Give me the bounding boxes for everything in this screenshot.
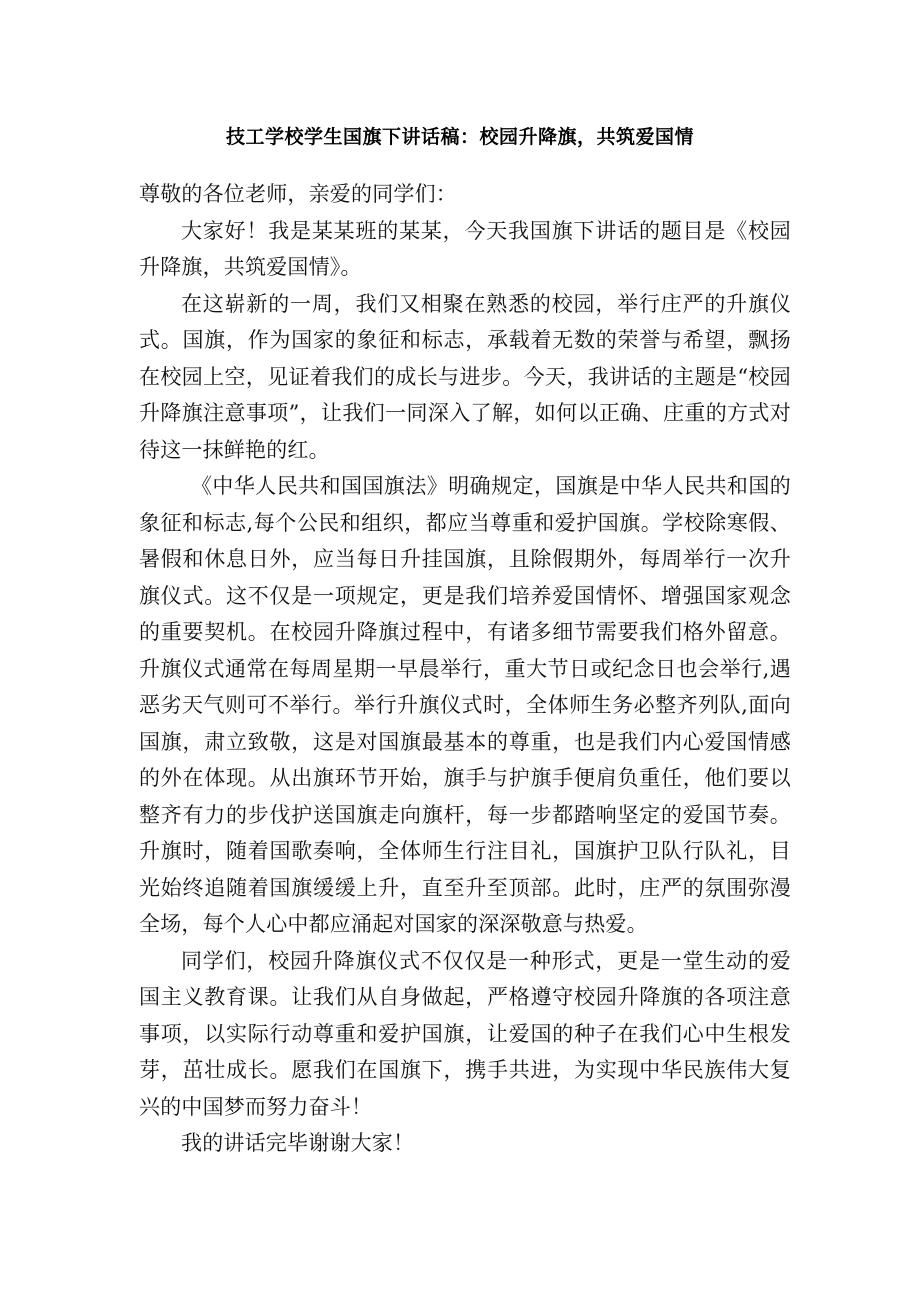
document-title: 技工学校学生国旗下讲话稿：校园升降旗，共筑爱国情 <box>225 126 694 148</box>
paragraph-conclusion: 同学们，校园升降旗仪式不仅仅是一种形式，更是一堂生动的爱国主义教育课。让我们从自身做起，严格遵守校园升降旗的各项注意事项，以实际行动尊重和爱护国旗，让爱国的种子在我们心中生根发芽，茁壮成长。愿我们在国旗下，携手共进，为实现中华民族伟大复兴的中国梦而努力奋斗！ <box>139 948 791 1119</box>
paragraph-closing: 我的讲话完毕谢谢大家！ <box>181 1131 415 1155</box>
paragraph-greeting: 大家好！我是某某班的某某，今天我国旗下讲话的题目是《校园升降旗，共筑爱国情》。 <box>139 218 791 279</box>
document-body <box>139 176 791 1162</box>
paragraph-flag-law: 《中华人民共和国国旗法》明确规定，国旗是中华人民共和国的象征和标志,每个公民和组织，都应当尊重和爱护国旗。学校除寒假、暑假和休息日外，应当每日升挂国旗，且除假期外，每周举行一次升旗仪式。这不仅是一项规定，更是我们培养爱国情怀、增强国家观念的重要契机。在校园升降旗过程中，有诸多细节需要我们格外留意。升旗仪式通常在每周星期一早晨举行，重大节日或纪念日也会举行,遇恶劣天气则可不举行。举行升旗仪式时，全体师生务必整齐列队,面向国旗，肃立致敬，这是对国旗最基本的尊重，也是我们内心爱国情感的外在体现。从出旗环节开始，旗手与护旗手便肩负重任，他们要以整齐有力的步伐护送国旗走向旗杆，每一步都踏响坚定的爱国节奏。升旗时，随着国歌奏响，全体师生行注目礼，国旗护卫队行队礼，目光始终追随着国旗缓缓上升，直至升至顶部。此时，庄严的氛围弥漫全场，每个人心中都应涌起对国家的深深敬意与热爱。 <box>139 474 791 936</box>
salutation: 尊敬的各位老师，亲爱的同学们： <box>139 182 457 206</box>
paragraph-introduction: 在这崭新的一周，我们又相聚在熟悉的校园，举行庄严的升旗仪式。国旗，作为国家的象征和标志，承载着无数的荣誉与希望，飘扬在校园上空，见证着我们的成长与进步。今天，我讲话的主题是“校园升降旗注意事项”，让我们一同深入了解，如何以正确、庄重的方式对待这一抹鲜艳的红。 <box>139 291 791 462</box>
